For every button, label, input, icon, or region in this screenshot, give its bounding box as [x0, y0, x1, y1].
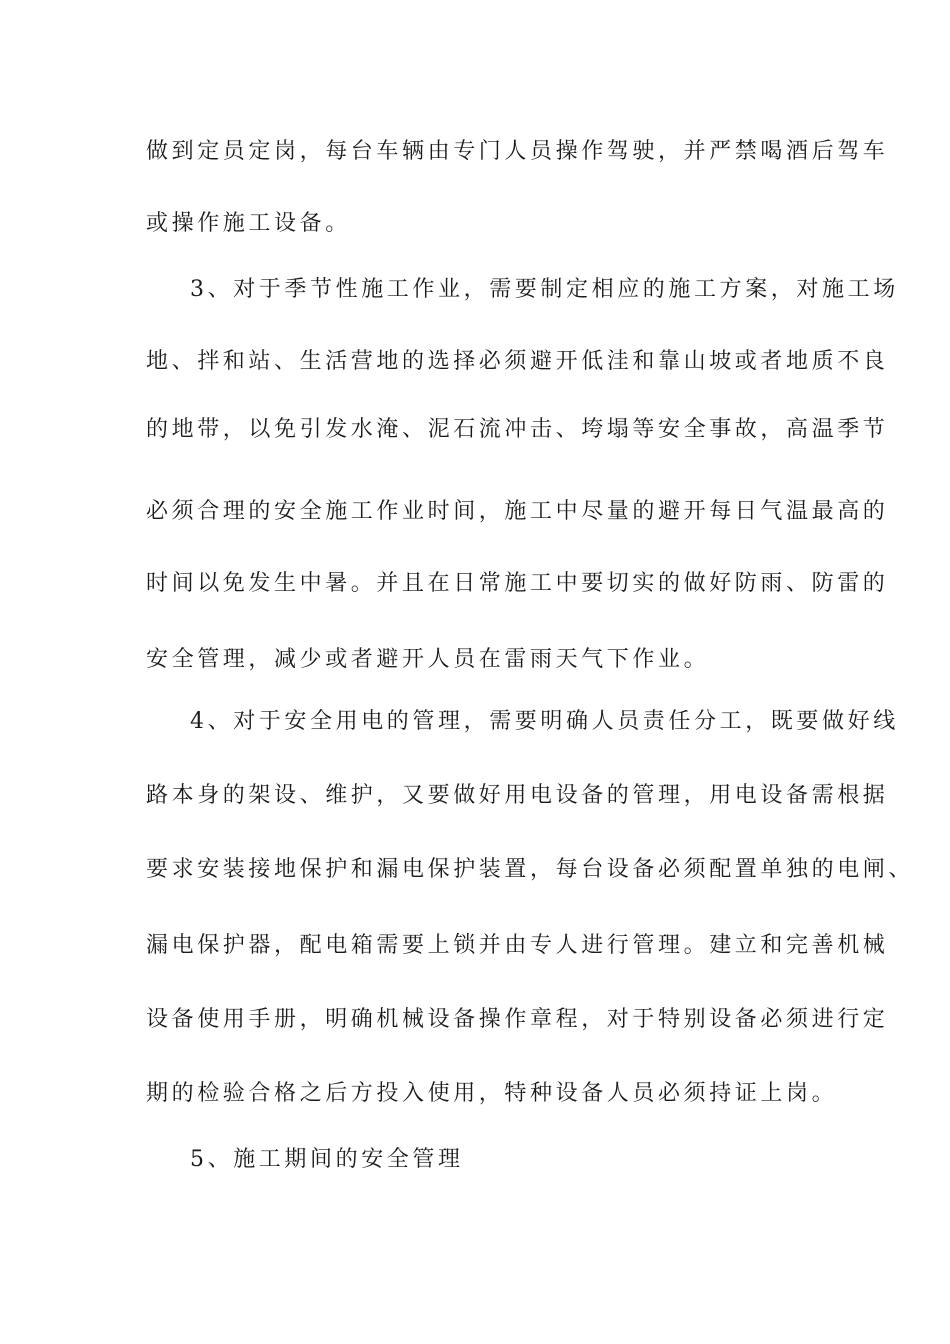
text-line: 期的检验合格之后方投入使用，特种设备人员必须持证上岗。 [146, 1081, 838, 1106]
text-line: 要求安装接地保护和漏电保护装置，每台设备必须配置单独的电闸、 [146, 857, 915, 882]
text-line: 地、拌和站、生活营地的选择必须避开低洼和靠山坡或者地质不良 [146, 349, 889, 374]
text-line: 漏电保护器，配电箱需要上锁并由专人进行管理。建立和完善机械 [146, 933, 889, 958]
text-line: 路本身的架设、维护，又要做好用电设备的管理，用电设备需根据 [146, 783, 889, 808]
text-line: 安全管理，减少或者避开人员在雷雨天气下作业。 [146, 647, 710, 672]
text-line: 时间以免发生中暑。并且在日常施工中要切实的做好防雨、防雷的 [146, 571, 889, 596]
text-line: 做到定员定岗，每台车辆由专门人员操作驾驶，并严禁喝酒后驾车 [146, 139, 889, 164]
section-heading-5: 5、施工期间的安全管理 [190, 1147, 464, 1172]
paragraph-heading-3: 3、对于季节性施工作业，需要制定相应的施工方案，对施工场 [190, 277, 899, 302]
text-line: 或操作施工设备。 [146, 211, 351, 236]
paragraph-heading-4: 4、对于安全用电的管理，需要明确人员责任分工，既要做好线 [190, 709, 899, 734]
text-line: 必须合理的安全施工作业时间，施工中尽量的避开每日气温最高的 [146, 499, 889, 524]
text-line: 设备使用手册，明确机械设备操作章程，对于特别设备必须进行定 [146, 1007, 889, 1032]
text-line: 的地带，以免引发水淹、泥石流冲击、垮塌等安全事故，高温季节 [146, 417, 889, 442]
